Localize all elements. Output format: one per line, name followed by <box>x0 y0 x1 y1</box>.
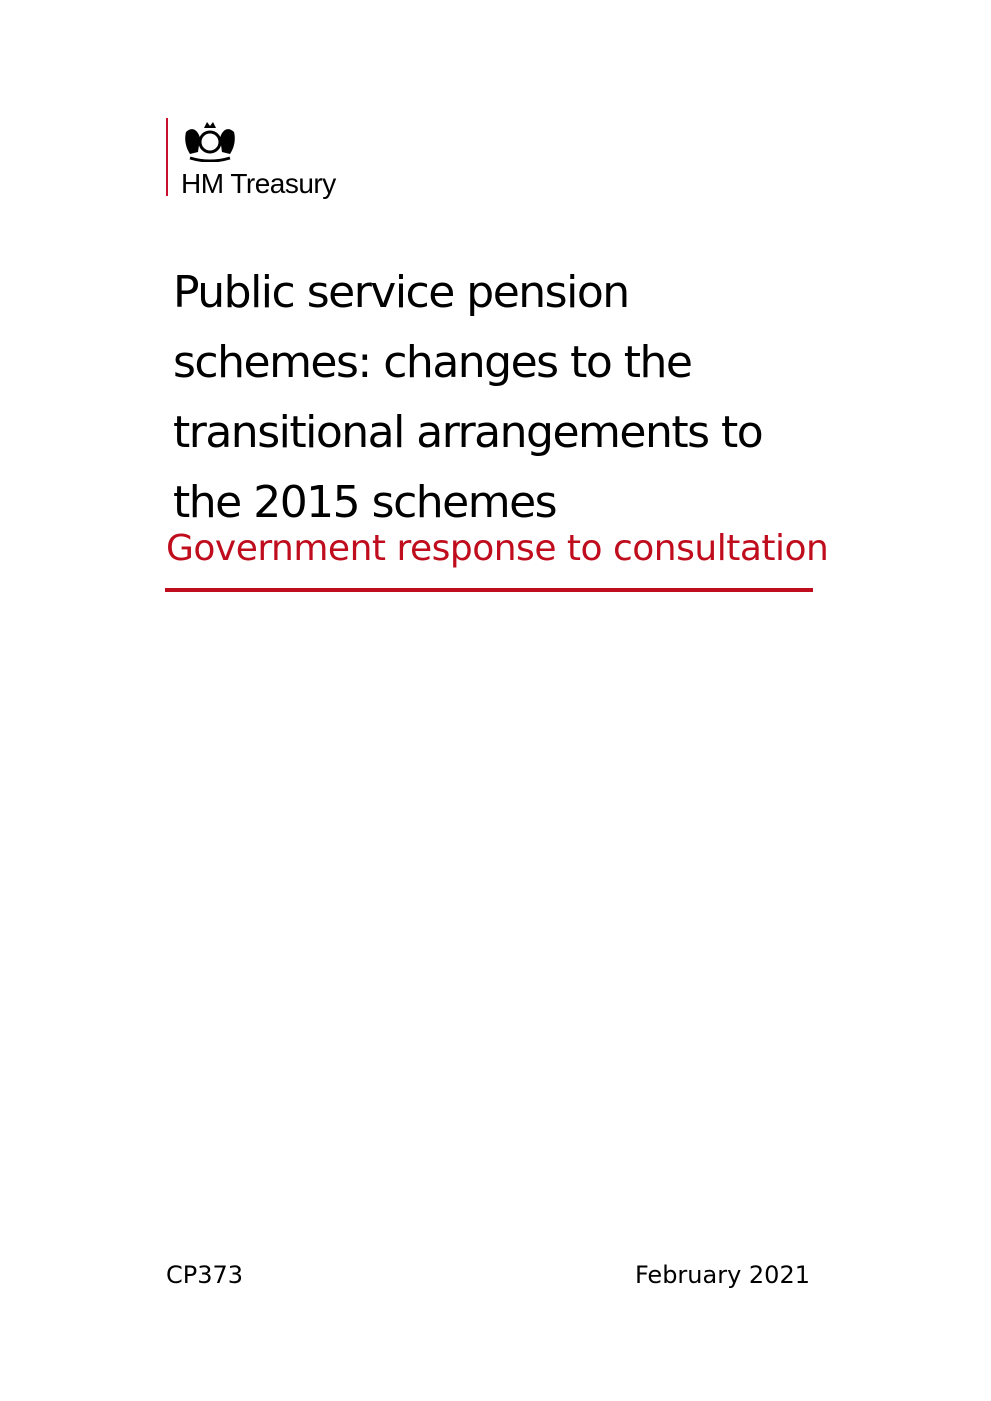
publication-date: February 2021 <box>634 1261 810 1289</box>
document-title: Public service pension schemes: changes to the transitional arrangements to the 2015 schemes <box>173 267 763 528</box>
command-paper-reference: CP373 <box>166 1261 244 1289</box>
title-divider <box>165 588 813 592</box>
logo-text: HM Treasury <box>181 168 336 199</box>
document-subtitle: Government response to consultation <box>166 528 829 569</box>
royal-coat-of-arms-icon <box>182 118 238 162</box>
hm-treasury-logo <box>166 118 336 199</box>
